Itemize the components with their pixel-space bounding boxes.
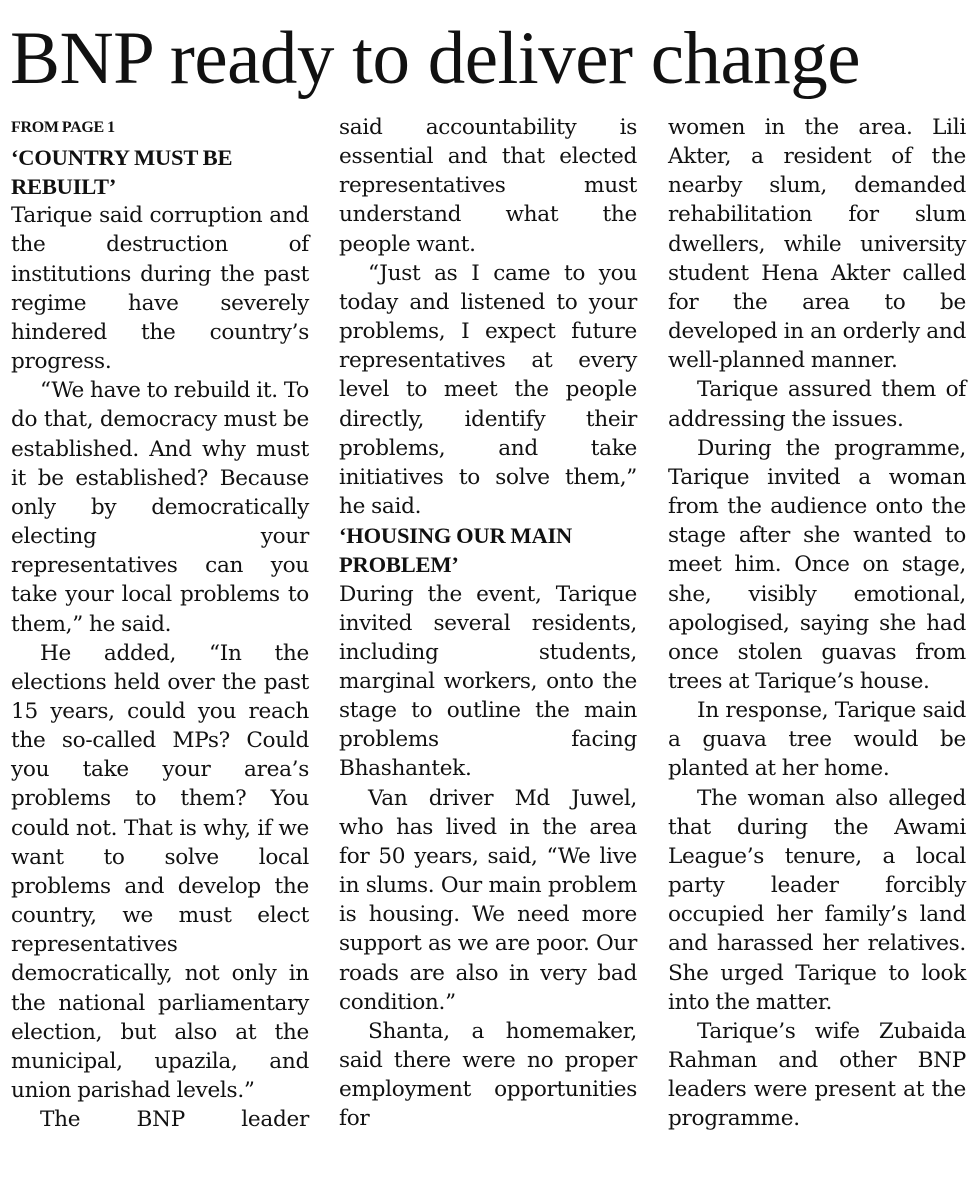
continued-from-label: FROM PAGE 1	[11, 119, 115, 136]
article-column-3	[668, 113, 966, 1133]
section-subhead-rebuilt: ‘COUNTRY MUST BE REBUILT’	[11, 145, 233, 200]
paragraph: “We have to rebuild it. To do that, democracy must be established. And why must it be established? Because only by democratically electing your representatives can you take your local problems to them,” he said.	[11, 378, 309, 637]
paragraph: During the programme, Tarique invited a woman from the audience onto the stage after she wanted to meet him. Once on stage, she, visibly emotional, apologised, saying she had once stolen guavas from trees at Tarique’s house.	[668, 435, 966, 694]
paragraph: Tarique’s wife Zubaida Rahman and other BNP leaders were present at the programme.	[668, 1018, 966, 1132]
paragraph: said accountability is essential and that elected representatives must understand what the people want.	[339, 115, 637, 257]
paragraph: “Just as I came to you today and listened to your problems, I expect future representatives at every level to meet the people directly, identify their problems, and take initiatives to solve them,” he said.	[339, 260, 637, 520]
paragraph: Van driver Md Juwel, who has lived in the area for 50 years, said, “We live in slums. Our main problem is housing. We need more support as we are poor. Our roads are also in very bad condition.”	[339, 785, 637, 1015]
paragraph: The BNP leader	[40, 1107, 309, 1133]
paragraph: women in the area. Lili Akter, a resident of the nearby slum, demanded rehabilitation for slum dwellers, while university student Hena Akter called for the area to be developed in an orderly and well-planned manner.	[668, 115, 966, 374]
paragraph: He added, “In the elections held over the past 15 years, could you reach the so-called MPs? Could you take your area’s problems to them? You could not. That is why, if we want to solve local problems and develop the country, we must elect representatives democratically, not only in the national parliamentary election, but also at the municipal, upazila, and union parishad levels.”	[11, 640, 309, 1103]
paragraph: During the event, Tarique invited several residents, including students, marginal workers, onto the stage to outline the main problems facing Bhashantek.	[339, 581, 637, 782]
paragraph: Tarique said corruption and the destruction of institutions during the past regime have severely hindered the country’s progress.	[11, 203, 309, 375]
paragraph: The woman also alleged that during the Awami League’s tenure, a local party leader forcibly occupied her family’s land and harassed her relatives. She urged Tarique to look into the matter.	[668, 785, 966, 1015]
article-column-1	[11, 113, 309, 1134]
section-subhead-housing: ‘HOUSING OUR MAIN PROBLEM’	[339, 523, 573, 578]
paragraph: In response, Tarique said a guava tree would be planted at her home.	[668, 698, 966, 782]
headline: BNP ready to deliver change	[10, 17, 861, 100]
paragraph: Shanta, a homemaker, said there were no proper employment opportunities for	[339, 1018, 637, 1132]
article-column-2	[339, 113, 637, 1133]
paragraph: Tarique assured them of addressing the issues.	[668, 377, 966, 432]
